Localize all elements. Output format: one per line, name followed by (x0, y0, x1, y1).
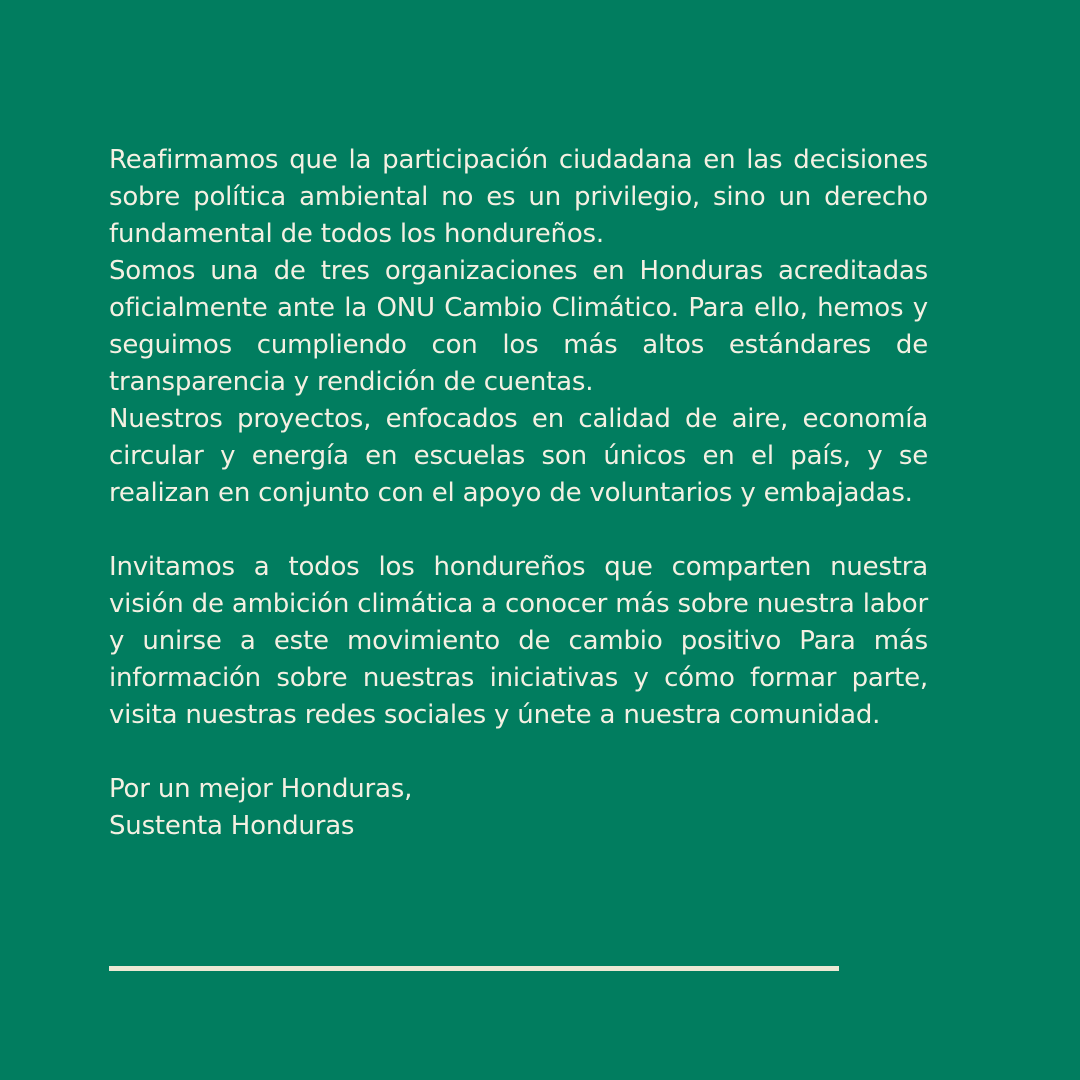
spacer (109, 734, 928, 771)
divider-rule (109, 966, 839, 971)
statement-body (109, 142, 928, 845)
paragraph-invitation: Invitamos a todos los hondureños que comparten nuestra visión de ambición climática a conocer más sobre nuestra labor y unirse a este movimiento de cambio positivo Para más información sobre nuestras iniciativas y cómo formar parte, visita nuestras redes sociales y únete a nuestra comunidad. (109, 552, 928, 730)
spacer (109, 512, 928, 549)
signoff (109, 771, 928, 845)
signature: Sustenta Honduras (109, 811, 355, 841)
paragraph-accreditation: Somos una de tres organizaciones en Honduras acreditadas oficialmente ante la ONU Cambio Climático. Para ello, hemos y seguimos cumpliendo con los más altos estándares de transparencia y rendición de cuentas. (109, 256, 928, 397)
paragraph-projects: Nuestros proyectos, enfocados en calidad de aire, economía circular y energía en escuelas son únicos en el país, y se realizan en conjunto con el apoyo de voluntarios y embajadas. (109, 404, 928, 508)
closing-line: Por un mejor Honduras, (109, 774, 413, 804)
paragraph-participation: Reafirmamos que la participación ciudadana en las decisiones sobre política ambiental no es un privilegio, sino un derecho fundamental de todos los hondureños. (109, 145, 928, 249)
